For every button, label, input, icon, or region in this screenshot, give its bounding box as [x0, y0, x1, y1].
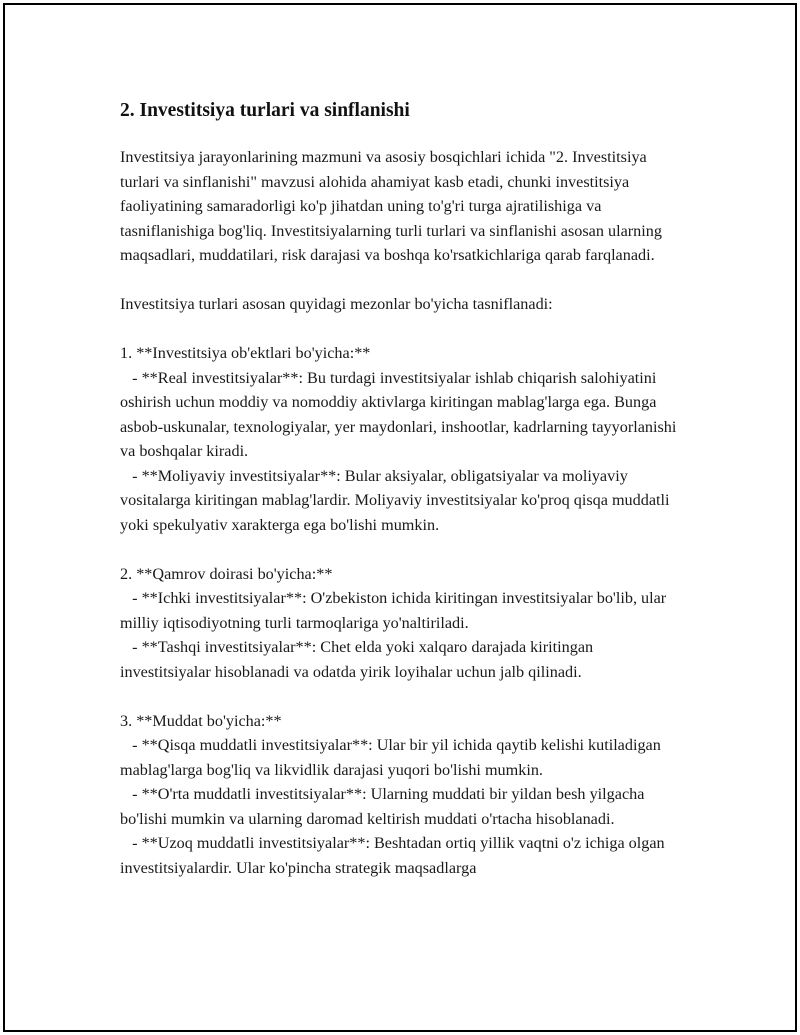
- paragraph-gap: [120, 317, 680, 342]
- section-1-item-1: - **Real investitsiyalar**: Bu turdagi investitsiyalar ishlab chiqarish salohiyatini oshirish uchun moddiy va nomoddiy aktivlarga kiritingan mablag'larga ega. Bunga asbob-uskunalar, texnologiyalar, yer maydonlari, inshootlar, kadrlarning tayyorlanishi va boshqalar kiradi.: [120, 368, 681, 460]
- intro-paragraph: Investitsiya jarayonlarining mazmuni va asosiy bosqichlari ichida "2. Investitsiya turlari va sinflanishi" mavzusi alohida ahamiyat kasb etadi, chunki investitsiya faoliyatining samaradorligi ko'p jihatdan uning to'g'ri turga ajratilishiga va tasniflanishiga bog'liq. Investitsiyalarning turli turlari va sinflanishi asosan ularning maqsadlari, muddatilari, risk darajasi va boshqa ko'rsatkichlariga qarab farqlanadi.: [120, 148, 666, 264]
- section-1-heading: 1. **Investitsiya ob'ektlari bo'yicha:**: [120, 344, 371, 362]
- section-3-heading: 3. **Muddat bo'yicha:**: [120, 711, 282, 730]
- lead-paragraph: Investitsiya turlari asosan quyidagi mezonlar bo'yicha tasniflanadi:: [120, 295, 553, 313]
- section-3-item-3: - **Uzoq muddatli investitsiyalar**: Beshtadan ortiq yillik vaqtni o'z ichiga olgan investitsiyalardir. Ular ko'pincha strategik maqsadlarga: [120, 834, 669, 877]
- document-content: [120, 97, 680, 880]
- document-page: [3, 3, 797, 1032]
- section-1-item-2: - **Moliyaviy investitsiyalar**: Bular aksiyalar, obligatsiyalar va moliyaviy vositalarga kiritingan mablag'lardir. Moliyaviy investitsiyalar ko'proq qisqa muddatli yoki spekulyativ xarakterga ega bo'lishi mumkin.: [120, 466, 674, 534]
- paragraph-gap: [120, 684, 680, 709]
- section-2-heading: 2. **Qamrov doirasi bo'yicha:**: [120, 564, 333, 583]
- paragraph-gap: [120, 268, 680, 293]
- section-title: 2. Investitsiya turlari va sinflanishi: [120, 100, 410, 121]
- section-2-item-1: - **Ichki investitsiyalar**: O'zbekiston ichida kiritingan investitsiyalar bo'lib, ular milliy iqtisodiyotning turli tarmoqlariga yo'naltiriladi.: [120, 589, 671, 632]
- paragraph-gap: [120, 537, 680, 562]
- section-3-item-2: - **O'rta muddatli investitsiyalar**: Ularning muddati bir yildan besh yilgacha bo'lishi mumkin va ularning daromad keltirish muddati o'rtacha hisoblanadi.: [120, 785, 649, 828]
- section-2-item-2: - **Tashqi investitsiyalar**: Chet elda yoki xalqaro darajada kiritingan investitsiyalar hisoblanadi va odatda yirik loyihalar uchun jalb qilinadi.: [120, 638, 598, 681]
- section-3-item-1: - **Qisqa muddatli investitsiyalar**: Ular bir yil ichida qaytib kelishi kutiladigan mablag'larga bog'liq va likvidlik darajasi yuqori bo'lishi mumkin.: [120, 736, 665, 779]
